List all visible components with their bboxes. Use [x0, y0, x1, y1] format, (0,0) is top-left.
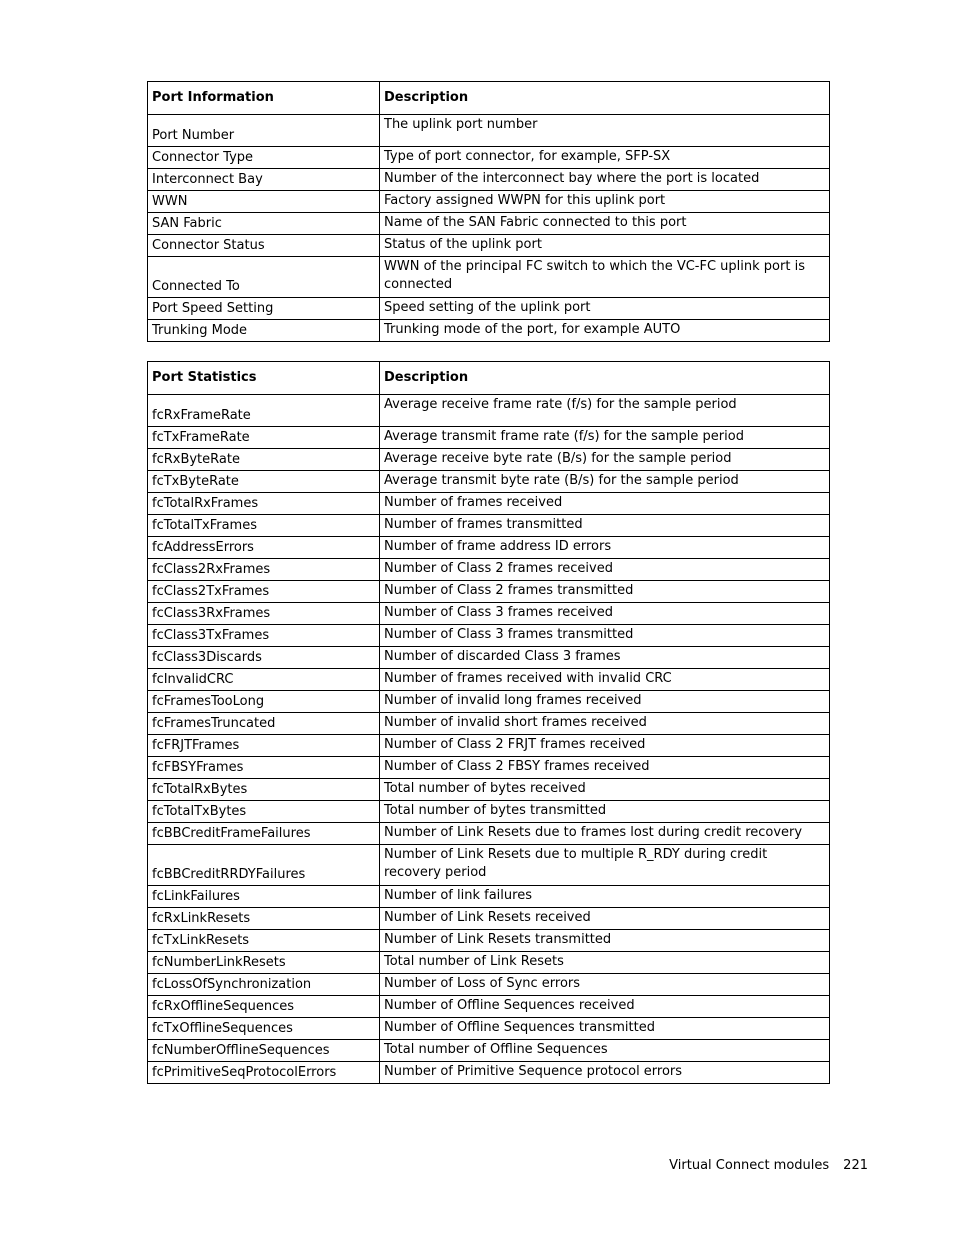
row-name-cell: fcClass2TxFrames	[148, 581, 380, 603]
row-description-cell: Total number of Link Resets	[380, 952, 830, 974]
row-name-cell: fcTxFrameRate	[148, 427, 380, 449]
row-name-cell: fcNumberLinkResets	[148, 952, 380, 974]
table-row	[148, 801, 830, 823]
table-header-row	[148, 82, 830, 115]
row-name-cell: fcFramesTooLong	[148, 691, 380, 713]
table-row	[148, 845, 830, 886]
row-name-cell: fcRxOfflineSequences	[148, 996, 380, 1018]
port-information-table	[147, 81, 830, 342]
table-header-row	[148, 362, 830, 395]
table-row	[148, 427, 830, 449]
row-name-cell: fcClass3Discards	[148, 647, 380, 669]
table-row	[148, 603, 830, 625]
row-description-cell: Number of invalid long frames received	[380, 691, 830, 713]
row-description-cell: Name of the SAN Fabric connected to this port	[380, 213, 830, 235]
page-number: 221	[843, 1158, 868, 1173]
table-row	[148, 395, 830, 427]
table-row	[148, 1018, 830, 1040]
table-row	[148, 779, 830, 801]
row-name-cell: fcLossOfSynchronization	[148, 974, 380, 996]
table-row	[148, 1062, 830, 1084]
row-name-cell: Interconnect Bay	[148, 169, 380, 191]
table-row	[148, 213, 830, 235]
row-description-cell: The uplink port number	[380, 115, 830, 147]
row-description-cell: Number of Class 3 frames transmitted	[380, 625, 830, 647]
table-row	[148, 669, 830, 691]
row-description-cell: Type of port connector, for example, SFP-SX	[380, 147, 830, 169]
row-description-cell: Average transmit byte rate (B/s) for the sample period	[380, 471, 830, 493]
row-name-cell: fcFramesTruncated	[148, 713, 380, 735]
row-description-cell: WWN of the principal FC switch to which the VC-FC uplink port is connected	[380, 257, 830, 298]
page-footer	[669, 1158, 868, 1173]
footer-section-title: Virtual Connect modules	[669, 1158, 830, 1173]
row-name-cell: fcInvalidCRC	[148, 669, 380, 691]
row-name-cell: SAN Fabric	[148, 213, 380, 235]
row-description-cell: Status of the uplink port	[380, 235, 830, 257]
row-description-cell: Number of Loss of Sync errors	[380, 974, 830, 996]
row-description-cell: Average receive byte rate (B/s) for the sample period	[380, 449, 830, 471]
table-row	[148, 449, 830, 471]
column-header: Description	[380, 362, 830, 395]
row-name-cell: fcTotalTxFrames	[148, 515, 380, 537]
row-description-cell: Number of discarded Class 3 frames	[380, 647, 830, 669]
row-name-cell: fcTotalTxBytes	[148, 801, 380, 823]
table-row	[148, 320, 830, 342]
row-name-cell: fcLinkFailures	[148, 886, 380, 908]
row-name-cell: Port Number	[148, 115, 380, 147]
row-name-cell: fcPrimitiveSeqProtocolErrors	[148, 1062, 380, 1084]
table-row	[148, 493, 830, 515]
table-row	[148, 115, 830, 147]
table-row	[148, 1040, 830, 1062]
row-description-cell: Number of Offline Sequences transmitted	[380, 1018, 830, 1040]
row-description-cell: Number of Link Resets transmitted	[380, 930, 830, 952]
row-description-cell: Total number of bytes transmitted	[380, 801, 830, 823]
row-description-cell: Number of Link Resets received	[380, 908, 830, 930]
row-name-cell: fcRxLinkResets	[148, 908, 380, 930]
row-description-cell: Number of frames transmitted	[380, 515, 830, 537]
table-row	[148, 930, 830, 952]
row-name-cell: Connected To	[148, 257, 380, 298]
table-row	[148, 298, 830, 320]
table-row	[148, 713, 830, 735]
table-row	[148, 191, 830, 213]
row-name-cell: fcRxFrameRate	[148, 395, 380, 427]
table-row	[148, 647, 830, 669]
row-description-cell: Total number of bytes received	[380, 779, 830, 801]
row-description-cell: Number of frame address ID errors	[380, 537, 830, 559]
column-header: Description	[380, 82, 830, 115]
row-description-cell: Number of link failures	[380, 886, 830, 908]
table-row	[148, 515, 830, 537]
table-row	[148, 257, 830, 298]
table-row	[148, 625, 830, 647]
row-description-cell: Number of frames received	[380, 493, 830, 515]
row-name-cell: WWN	[148, 191, 380, 213]
row-description-cell: Factory assigned WWPN for this uplink port	[380, 191, 830, 213]
row-description-cell: Total number of Offline Sequences	[380, 1040, 830, 1062]
row-description-cell: Speed setting of the uplink port	[380, 298, 830, 320]
row-name-cell: fcNumberOfflineSequences	[148, 1040, 380, 1062]
table-row	[148, 169, 830, 191]
row-name-cell: Connector Status	[148, 235, 380, 257]
port-information-rows	[148, 115, 830, 342]
row-description-cell: Number of Link Resets due to multiple R_RDY during credit recovery period	[380, 845, 830, 886]
table-row	[148, 147, 830, 169]
port-statistics-rows	[148, 395, 830, 1084]
table-row	[148, 471, 830, 493]
row-name-cell: fcClass3RxFrames	[148, 603, 380, 625]
row-description-cell: Average receive frame rate (f/s) for the sample period	[380, 395, 830, 427]
row-description-cell: Number of Class 2 FRJT frames received	[380, 735, 830, 757]
row-name-cell: Port Speed Setting	[148, 298, 380, 320]
table-row	[148, 691, 830, 713]
table-row	[148, 908, 830, 930]
table-row	[148, 757, 830, 779]
row-description-cell: Number of frames received with invalid CRC	[380, 669, 830, 691]
row-description-cell: Number of Primitive Sequence protocol errors	[380, 1062, 830, 1084]
row-name-cell: Trunking Mode	[148, 320, 380, 342]
table-row	[148, 537, 830, 559]
table-row	[148, 974, 830, 996]
row-name-cell: fcTxLinkResets	[148, 930, 380, 952]
row-name-cell: fcTotalRxFrames	[148, 493, 380, 515]
row-description-cell: Number of Class 2 FBSY frames received	[380, 757, 830, 779]
row-description-cell: Number of Class 3 frames received	[380, 603, 830, 625]
row-name-cell: fcAddressErrors	[148, 537, 380, 559]
row-name-cell: fcBBCreditFrameFailures	[148, 823, 380, 845]
table-row	[148, 886, 830, 908]
row-name-cell: fcTxByteRate	[148, 471, 380, 493]
row-name-cell: Connector Type	[148, 147, 380, 169]
table-row	[148, 559, 830, 581]
row-description-cell: Number of Link Resets due to frames lost during credit recovery	[380, 823, 830, 845]
row-name-cell: fcTotalRxBytes	[148, 779, 380, 801]
row-name-cell: fcFBSYFrames	[148, 757, 380, 779]
table-row	[148, 581, 830, 603]
row-description-cell: Trunking mode of the port, for example AUTO	[380, 320, 830, 342]
row-description-cell: Number of invalid short frames received	[380, 713, 830, 735]
row-description-cell: Number of Class 2 frames received	[380, 559, 830, 581]
row-name-cell: fcRxByteRate	[148, 449, 380, 471]
row-name-cell: fcFRJTFrames	[148, 735, 380, 757]
column-header: Port Information	[148, 82, 380, 115]
table-row	[148, 823, 830, 845]
row-name-cell: fcTxOfflineSequences	[148, 1018, 380, 1040]
table-row	[148, 235, 830, 257]
row-name-cell: fcClass2RxFrames	[148, 559, 380, 581]
row-description-cell: Average transmit frame rate (f/s) for the sample period	[380, 427, 830, 449]
row-description-cell: Number of Offline Sequences received	[380, 996, 830, 1018]
row-name-cell: fcBBCreditRRDYFailures	[148, 845, 380, 886]
row-description-cell: Number of Class 2 frames transmitted	[380, 581, 830, 603]
row-description-cell: Number of the interconnect bay where the port is located	[380, 169, 830, 191]
row-name-cell: fcClass3TxFrames	[148, 625, 380, 647]
column-header: Port Statistics	[148, 362, 380, 395]
table-row	[148, 996, 830, 1018]
port-statistics-table	[147, 361, 830, 1084]
table-row	[148, 735, 830, 757]
table-row	[148, 952, 830, 974]
